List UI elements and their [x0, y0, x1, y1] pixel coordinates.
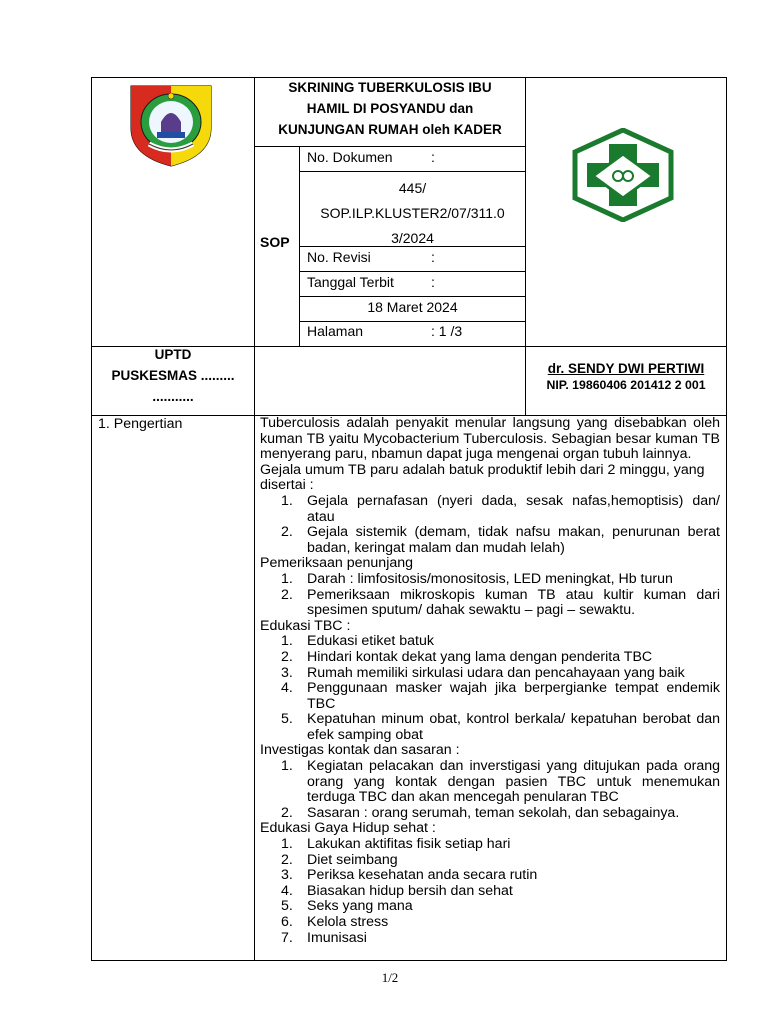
signatory-nip: NIP. 19860406 201412 2 001 [546, 378, 706, 392]
pengertian-intro: Tuberculosis adalah penyakit menular langsung yang disebabkan oleh kuman TB yaitu Mycobacterium Tuberculosis. Sebagian besar kuman TB menyerang paru, nbamun dapat juga mengenai organ tubuh lainnya. [260, 415, 720, 463]
page-number: 1/2 [381, 970, 399, 985]
list-item: 5. Kepatuhan minum obat, kontrol berkala/ kepatuhan berobat dan efek samping obat [281, 711, 720, 743]
institution-line-2: PUSKESMAS ......... [111, 368, 235, 383]
no-dokumen-value-line-2: SOP.ILP.KLUSTER2/07/311.0 [320, 205, 505, 221]
gaya-hidup-heading: Edukasi Gaya Hidup sehat : [260, 820, 436, 837]
signatory-name: dr. SENDY DWI PERTIWI [547, 361, 705, 376]
institution-name [92, 344, 254, 407]
list-item: 1. Gejala pernafasan (nyeri dada, sesak nafas,hemoptisis) dan/ atau [281, 492, 720, 525]
no-revisi-colon: : [431, 249, 435, 265]
investigasi-heading: Investigas kontak dan sasaran : [260, 742, 460, 759]
no-dokumen-value-line-1: 445/ [398, 180, 427, 196]
list-item: 3. Rumah memiliki sirkulasi udara dan pencahayaan yang baik [281, 664, 685, 681]
list-item: 7. Imunisasi [281, 929, 367, 946]
list-item: 1. Darah : limfositosis/monositosis, LED meningkat, Hb turun [281, 570, 673, 587]
institution-line-3: ........... [152, 389, 194, 404]
puskesmas-logo [571, 128, 675, 222]
no-revisi-label: No. Revisi [307, 249, 371, 265]
title-line-1: SKRINING TUBERKULOSIS IBU [288, 80, 492, 95]
regional-emblem-logo [127, 82, 215, 168]
title-line-2: HAMIL DI POSYANDU dan [306, 101, 474, 116]
tanggal-terbit-label: Tanggal Terbit [307, 274, 394, 290]
document-title [255, 77, 525, 140]
investigasi-list [260, 759, 720, 821]
list-item: 4. Biasakan hidup bersih dan sehat [281, 882, 513, 899]
list-item: 2. Hindari kontak dekat yang lama dengan penderita TBC [281, 648, 653, 665]
no-dokumen-label: No. Dokumen [307, 149, 393, 165]
pemeriksaan-list [260, 572, 720, 619]
section-label: 1. Pengertian [98, 416, 183, 432]
list-item: 6. Kelola stress [281, 914, 389, 930]
no-dokumen-value-line-3: 3/2024 [391, 230, 434, 246]
list-item: 3. Periksa kesehatan anda secara rutin [281, 867, 538, 884]
tanggal-terbit-value: 18 Maret 2024 [367, 299, 458, 315]
list-item: 2. Gejala sistemik (demam, tidak nafsu makan, penurunan berat badan, keringat malam dan mudah lelah) [281, 524, 720, 556]
no-dokumen-colon: : [431, 149, 435, 165]
section-body [260, 416, 720, 946]
edukasi-list [260, 634, 720, 743]
list-item: 2. Sasaran : orang serumah, teman sekolah, dan sebagainya. [281, 804, 680, 821]
list-item: 1. Lakukan aktifitas fisik setiap hari [281, 836, 511, 853]
list-item: 4. Penggunaan masker wajah jika berpergianke tempat endemik TBC [281, 680, 720, 712]
institution-line-1: UPTD [154, 347, 192, 362]
list-item: 2. Pemeriksaan mikroskopis kuman TB atau kultir kuman dari spesimen sputum/ dahak sewaktu – pagi – sewaktu. [281, 586, 720, 619]
title-line-3: KUNJUNGAN RUMAH oleh KADER [278, 122, 502, 137]
tanggal-terbit-colon: : [431, 274, 435, 290]
list-item: 1. Kegiatan pelacakan dan inverstigasi yang ditujukan pada orang orang yang kontak dengan pasien TBC untuk menemukan terduga TBC dan akan mencegah penularan TBC [281, 758, 720, 806]
pemeriksaan-heading: Pemeriksaan penunjang [260, 555, 414, 572]
no-dokumen-value [300, 176, 525, 251]
halaman-label: Halaman [307, 323, 364, 339]
list-item: 2. Diet seimbang [281, 851, 398, 868]
sop-label: SOP [260, 234, 290, 250]
list-item: 1. Edukasi etiket batuk [281, 633, 434, 650]
halaman-value: : 1 /3 [431, 323, 463, 339]
gaya-hidup-list [260, 837, 720, 946]
edukasi-heading: Edukasi TBC : [260, 617, 351, 634]
gejala-list [260, 494, 720, 556]
gejala-heading: Gejala umum TB paru adalah batuk produktif lebih dari 2 minggu, yang disertai : [260, 461, 705, 494]
list-item: 5. Seks yang mana [281, 898, 413, 915]
